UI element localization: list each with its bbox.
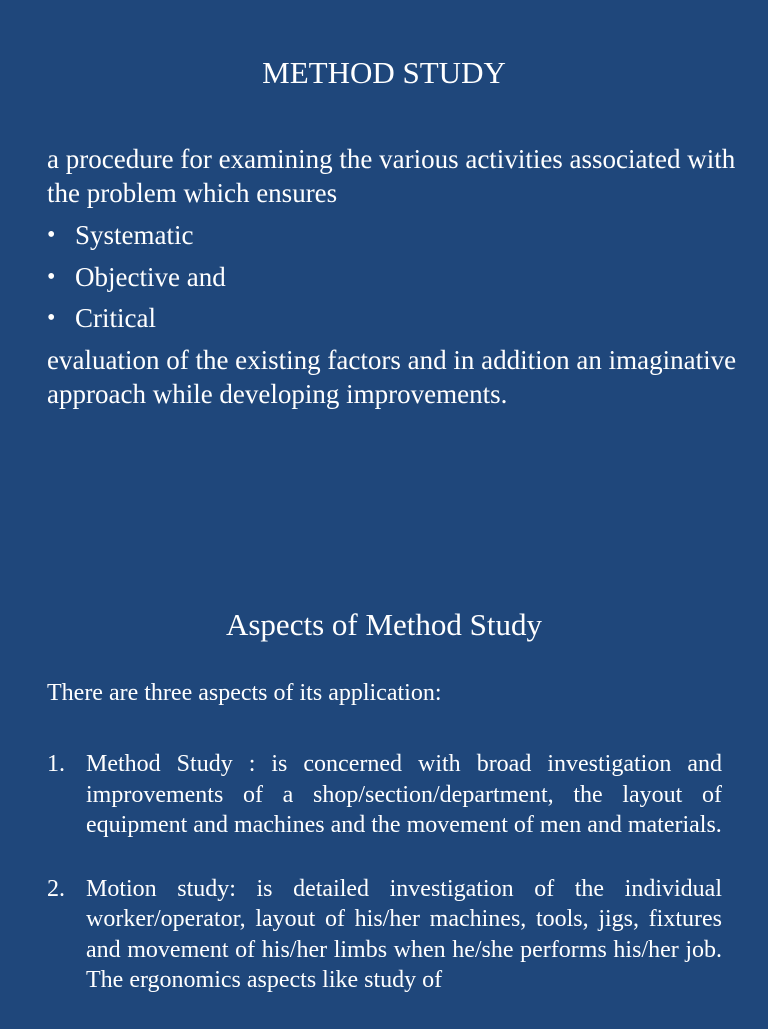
slide-title: METHOD STUDY (262, 55, 506, 90)
bullet-icon: • (47, 263, 56, 290)
list-text: Motion study: is detailed investigation of the individual worker/operator, layout of his/her machines, tools, jigs, fixtures and movement of his/her limbs when he/she performs his/her job. The ergonomics aspects like study of (86, 875, 722, 993)
list-number: 1. (47, 751, 65, 777)
intro-text: There are three aspects of its application: (47, 680, 442, 706)
bullet-icon: • (47, 222, 56, 248)
bullet-item (47, 260, 747, 294)
numbered-list (47, 749, 722, 1029)
list-text: Method Study : is concerned with broad investigation and improvements of a shop/section/department, the layout of equipment and machines and the movement of men and materials. (86, 751, 722, 838)
bullet-list (47, 218, 747, 335)
slide-body (47, 142, 747, 411)
slide-aspects (0, 512, 768, 1024)
slide-method-study (0, 0, 768, 512)
bullet-icon: • (47, 305, 56, 331)
conclusion-text: evaluation of the existing factors and in addition an imaginative approach while developing improvements. (47, 345, 737, 409)
bullet-text: Systematic (75, 220, 194, 250)
list-number: 2. (47, 875, 65, 902)
bullet-text: Critical (75, 303, 156, 333)
list-item (47, 874, 722, 996)
list-item (47, 749, 722, 841)
bullet-item (47, 301, 747, 335)
bullet-text: Objective and (75, 261, 226, 292)
slide-title: Aspects of Method Study (225, 607, 542, 642)
intro-text: a procedure for examining the various activities associated with the problem which ensures (47, 144, 736, 208)
bullet-item (47, 218, 747, 252)
